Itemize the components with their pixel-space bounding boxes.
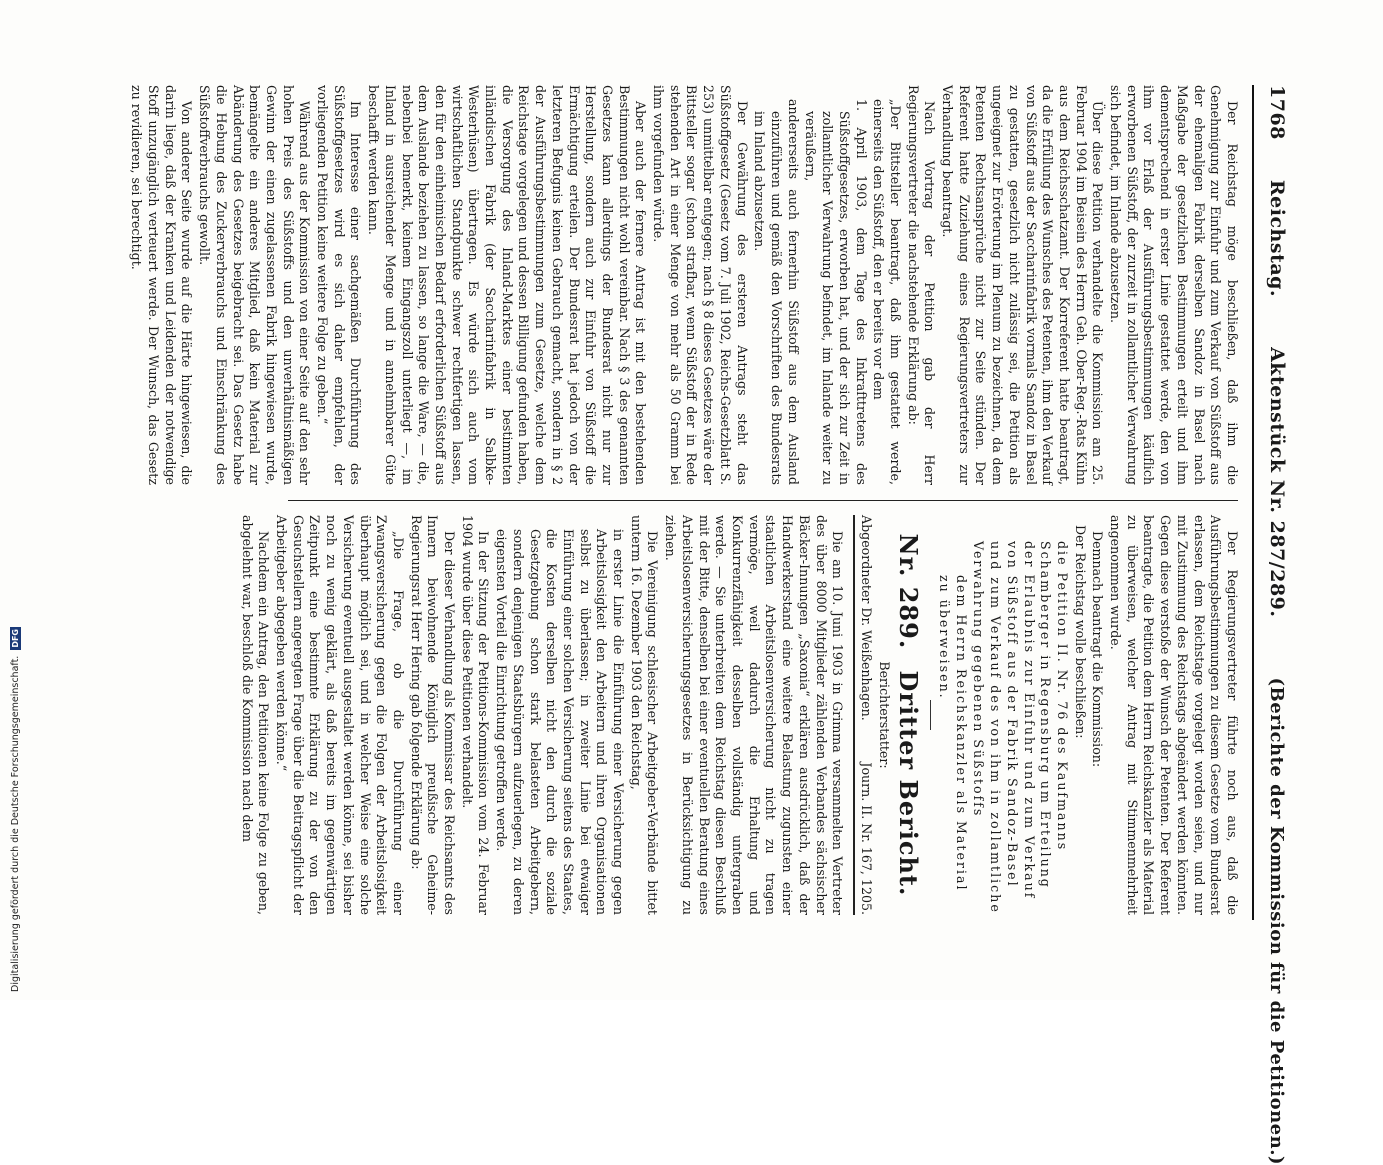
list-item: 1. April 1903, dem Tage des Inkrafttretens des Süßstoffgesetzes, erworben hat, und der sich zur Zeit in zollamtlicher Verwahrung befindet, im Inlande weiter zu veräußern, — [803, 99, 869, 485]
right-column — [90, 515, 1240, 915]
paragraph: „Die Frage, ob die Durchführung einer Zwangsversicherung gegen die Folgen der Arbeitslosigkeit überhaupt möglich sei, und in welcher Weise eine solche Versicherung eventuell ausgestaltet werden könne, sei bisher noch zu wenig geklärt, als daß bereits im gegenwärtigen Zeitpunkt eine bestimmte Erklärung zu der von den Gesuchstellern angeregten Frage über die Beitragspflicht der Arbeitgeber abgegeben werden könne.“ — [274, 515, 406, 915]
rapporteur-name: Abgeordneter Dr. Weißenhagen. — [858, 515, 874, 721]
rapporteur-line — [853, 515, 874, 915]
column-divider — [288, 500, 1238, 501]
journal-reference: Journ. II. Nr. 167, 1205. — [858, 762, 874, 915]
report-heading — [894, 515, 924, 915]
paragraph: „Der Bittsteller beantragt, daß ihm gestattet werde, einerseits den Süßstoff, den er bereits vor dem — [871, 99, 903, 485]
digitization-credit — [10, 592, 21, 992]
page-content — [88, 85, 1288, 1165]
paragraph: Im Interesse einer sachgemäßen Durchführung des Süßstoffgesetzes wird es sich daher empfehlen, der vorliegenden Petition keine weitere Folge zu geben.“ — [315, 85, 364, 485]
paragraph: Der Regierungsvertreter führte noch aus, daß die Ausführungsbestimmungen zu diesem Gesetze vom Bundesrat erlassen, dem Reichstage vorgelegt worden seien, und nur mit Zustimmung des Reichstags abgeändert werden könnten. Gegen diese verstoße der Wunsch der Petenten. Der Referent beantragte, die Petition dem Herrn Reichskanzler als Material zu überweisen, welcher Antrag mit Stimmenmehrheit angenommen wurde. — [1108, 515, 1240, 915]
dfg-logo: DFG — [11, 629, 20, 648]
paragraph: Während aus der Kommission von einer Seite auf den sehr hohen Preis des Süßstoffs und den unverhältnismäßigen Gewinn der einen zugelassenen Fabrik hingewiesen wurde, bemängelte ein anderes Mitglied, daß kein Material zur Abänderung des Gesetzes beigebracht sei. Das Gesetz habe die Hebung des Zuckerverbrauchs und Einschränkung des Süßstoffverbrauchs gewollt. — [197, 85, 313, 485]
paragraph: Der dieser Verhandlung als Kommissar des Reichsamts des Innern beiwohnende Königlich preußische Geheime-Regierungsrat Herr Hering gab folgende Erklärung ab: — [408, 515, 458, 915]
paragraph: Die am 10. Juni 1903 in Grimma versammelten Vertreter des über 8000 Mitglieder zählenden Verbandes sächsischer Bäcker-Innungen „Saxonia“ erklären ausdrücklich, daß der Handwerkerstand eine weitere Belastung zugunsten einer staatlichen Arbeitslosenversicherung nicht zu tragen vermöge, weil dadurch die Erhaltung und Konkurrenzfähigkeit desselben vollständig untergraben werde. — Sie unterbreiten dem Reichstag diesen Beschluß mit der Bitte, denselben bei einer eventuellen Beratung eines Arbeitslosenversicherungsgesetzes in Berücksichtigung zu ziehen. — [663, 515, 846, 915]
report-number: Nr. 289. — [894, 533, 924, 650]
paragraph: Demnach beantragt die Kommission: — [1090, 531, 1106, 768]
paragraph: Nach Vortrag der Petition gab der Herr Regierungsvertreter die nachstehende Erklärung ab: — [905, 85, 938, 485]
paragraph: Die Vereinigung schlesischer Arbeitgeber-Verbände bittet unterm 16. Dezember 1903 den Reichstag, — [628, 515, 661, 915]
credit-text: Digitalisierung gefördert durch die Deutsche Forschungsgemeinschaft. — [10, 655, 21, 992]
report-title: Dritter Bericht. — [894, 670, 924, 897]
page-number: 1768 — [1266, 85, 1288, 140]
running-header — [1252, 85, 1288, 1165]
paragraph: Aber auch der fernere Antrag ist mit den bestehenden Bestimmungen nicht wohl vereinbar. Nach § 3 des genannten Gesetzes kann allerdings der Bundesrat nicht nur zur Herstellung, sondern auch zur Einfuhr von Süßstoff die Ermächtigung erteilen. Der Bundesrat hat jedoch von der letzteren Befugnis keinen Gebrauch gemacht, sondern in § 2 der Ausführungsbestimmungen zum Gesetze, welche dem Reichstage vorgelegen und dessen Billigung gefunden haben, die Versorgung des Inland-Marktes einer bestimmten inländischen Fabrik (der Saccharinfabrik in Salbke-Westerhüsen) übertragen. Es würde sich auch vom wirtschaftlichen Standpunkte schwer rechtfertigen lassen, den für den einheimischen Bedarf erforderlichen Süßstoff aus dem Auslande beziehen zu lassen, so lange die Ware, — die, nebenbei bemerkt, keinem Eingangszoll unterliegt —, im Inland in ausreichender Menge und in annehmbarer Güte beschafft werden kann. — [366, 85, 649, 485]
paragraph: Der Reichstag wolle beschließen: — [1072, 525, 1088, 739]
paragraph: Nachdem ein Antrag, den Petitionen keine Folge zu geben, abgelehnt war, beschloß die Kommission nach dem — [239, 515, 272, 915]
motion-text: dem Herrn Reichskanzler als Material zu überweisen. — [937, 575, 969, 892]
motion-text: die Petition II. Nr. 76 des Kaufmanns Schamberger in Regensburg um Erteilung der Erlaubnis zur Einfuhr und zum Verkauf von Süßstoff aus der Fabrik Sandoz-Basel und zum Verkauf des von ihm in zollamtliche Verwahrung gegebenen Süßstoffs — [971, 541, 1070, 914]
header-subtitle: (Berichte der Kommission für die Petitionen.) — [1266, 677, 1287, 1165]
left-column — [90, 85, 1240, 485]
paragraph: in erster Linie die Einführung einer Versicherung gegen Arbeitslosigkeit den Arbeitern und ihren Organisationen selbst zu überlassen; in zweiter Linie bei etwaiger Einführung einer solchen Versicherung seitens des Staates, die Kosten derselben nicht den durch die soziale Gesetzgebung schon stark belasteten Arbeitgebern, sondern denjenigen Staatsbürgern aufzuerlegen, zu deren eigensten Vorteil die Einrichtung getroffen werde. — [494, 529, 627, 915]
section-separator — [930, 700, 931, 730]
paragraph: Der Reichstag möge beschließen, daß ihm die Genehmigung zur Einfuhr und zum Verkauf von Süßstoff aus der ehemaligen Fabrik derselben Sandoz in Basel nach Maßgabe der gesetzlichen Bestimmungen erteilt und ihm dementsprechend in erster Linie gestattet werde, den von ihm vor Erlaß der Ausführungsbestimmungen käuflich erworbenen Süßstoff, der zurzeit in zollamtlicher Verwahrung sich befindet, im Inlande abzusetzen. — [1108, 85, 1240, 485]
document-number: Aktenstück Nr. 287/289. — [1266, 347, 1288, 618]
list-item: andererseits auch fernerhin Süßstoff aus dem Ausland einzuführen und gemäß den Vorschriften des Bundesrats im Inland abzusetzen. — [752, 99, 801, 485]
paragraph: Von anderer Seite wurde auf die Härte hingewiesen, die darin liege, daß der Kranken und Leidenden der notwendige Stoff unzugänglich verteuert werde. Der Wunsch, das Gesetz zu revidieren, sei berechtigt. — [129, 85, 195, 485]
rapporteur-label: Berichterstatter: — [876, 661, 892, 769]
paragraph: Der Gewährung des ersteren Antrags steht das Süßstoffgesetz (Gesetz vom 7. Juli 1902, Reichs-Gesetzblatt S. 253) unmittelbar entgegen; nach § 8 dieses Gesetzes wäre der Bittsteller sogar (schon strafbar, wenn Süßstoff der in Rede stehenden Art in einer Menge von mehr als 50 Gramm bei ihm vorgefunden würde. — [651, 85, 750, 485]
paragraph: In der Sitzung der Petitions-Kommission vom 24. Februar 1904 wurde über diese Petitionen verhandelt. — [459, 515, 492, 915]
paragraph: Über diese Petition verhandelte die Kommission am 25. Februar 1904 im Beisein des Herrn Geh. Ober-Reg.-Rats Kühn aus dem Reichsschatzamt. Der Korreferent hatte beantragt, da die Erfüllung des Wunsches des Petenten, ihm den Verkauf von Süßstoff aus der Saccharinfabrik vormals Sandoz in Basel zu gestatten, gesetzlich nicht zulässig sei, die Petition als ungeeignet zur Erörterung im Plenum zu bezeichnen, da dem Petenten Rechtsansprüche nicht zur Seite stünden. Der Referent hatte Zuziehung eines Regierungsvertreters zur Verhandlung beantragt. — [940, 85, 1106, 485]
header-title: Reichstag. — [1266, 179, 1288, 298]
